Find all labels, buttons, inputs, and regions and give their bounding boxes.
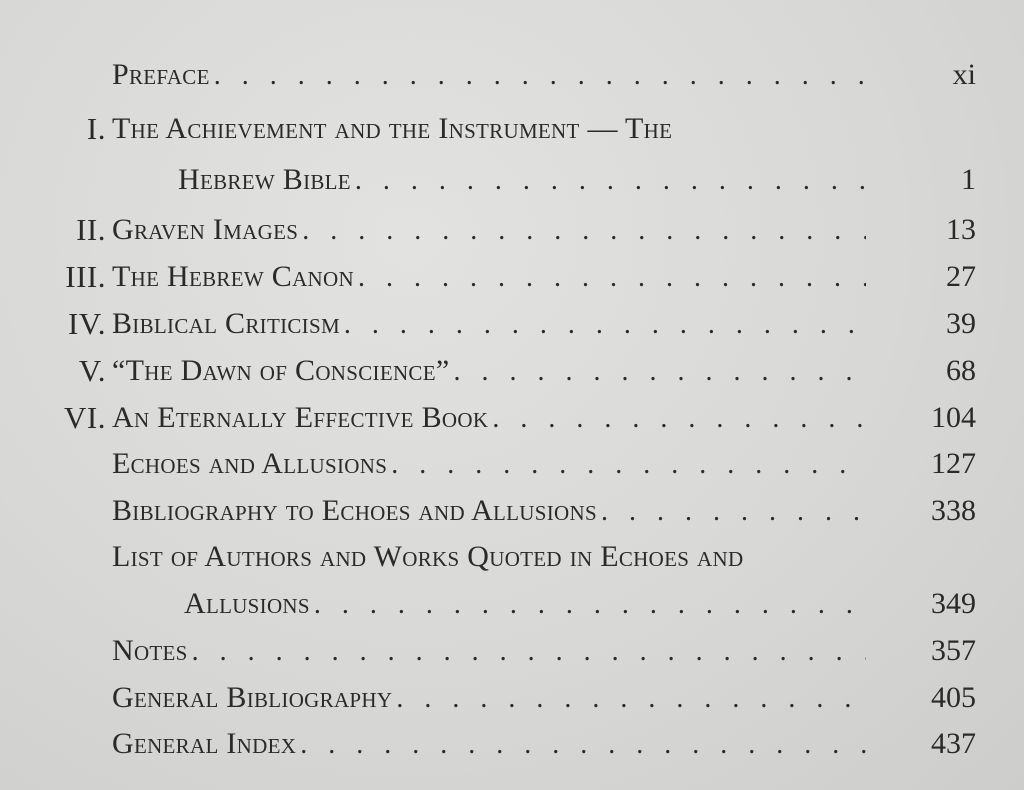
chapter-number: VI. bbox=[64, 400, 106, 435]
leader-dots bbox=[492, 396, 866, 442]
chapter-number: III. bbox=[65, 259, 106, 294]
toc-page-number: 27 bbox=[946, 260, 976, 293]
toc-page-number: 349 bbox=[931, 587, 976, 620]
chapter-number: IV. bbox=[68, 306, 106, 341]
leader-dots bbox=[192, 629, 866, 675]
chapter-number: II. bbox=[76, 212, 106, 247]
leader-dots bbox=[396, 676, 866, 722]
toc-title: Echoes and Allusions bbox=[112, 447, 388, 480]
toc-title: Biblical Criticism bbox=[112, 307, 340, 340]
toc-title-continued: Allusions bbox=[184, 587, 310, 620]
leader-dots bbox=[214, 53, 866, 99]
chapter-number: I. bbox=[86, 111, 106, 146]
toc-title-continued: Hebrew Bible bbox=[178, 163, 351, 196]
toc-page-number: 39 bbox=[946, 307, 976, 340]
leader-dots bbox=[358, 255, 866, 301]
toc-page-number: 104 bbox=[931, 401, 976, 434]
toc-page-number: xi bbox=[952, 58, 976, 91]
toc-page-number: 338 bbox=[931, 494, 976, 527]
toc-title: General Index bbox=[112, 727, 297, 760]
toc-page-number: 357 bbox=[931, 634, 976, 667]
toc-title: List of Authors and Works Quoted in Echoes and bbox=[112, 540, 744, 573]
toc-page-number: 13 bbox=[946, 213, 976, 246]
toc-title: Graven Images bbox=[112, 213, 299, 246]
leader-dots bbox=[601, 489, 866, 535]
leader-dots bbox=[344, 302, 866, 348]
toc-title: Notes bbox=[112, 634, 188, 667]
chapter-number: V. bbox=[78, 353, 106, 388]
leader-dots bbox=[453, 349, 866, 395]
leader-dots bbox=[302, 208, 866, 254]
toc-page-number: 405 bbox=[931, 681, 976, 714]
toc-page-number: 437 bbox=[931, 727, 976, 760]
leader-dots bbox=[391, 442, 866, 488]
leader-dots bbox=[314, 582, 866, 628]
toc-title: Bibliography to Echoes and Allusions bbox=[112, 494, 597, 527]
toc-page-number: 1 bbox=[961, 163, 976, 196]
toc-title: General Bibliography bbox=[112, 681, 393, 714]
leader-dots bbox=[300, 722, 866, 768]
toc-page-number: 68 bbox=[946, 354, 976, 387]
toc-title: The Hebrew Canon bbox=[112, 260, 354, 293]
leader-dots bbox=[355, 158, 866, 204]
toc-title: The Achievement and the Instrument — The bbox=[112, 112, 673, 145]
toc-title: “The Dawn of Conscience” bbox=[112, 354, 450, 387]
toc-title: An Eternally Effective Book bbox=[112, 401, 489, 434]
toc-title: Preface bbox=[112, 58, 210, 91]
toc-page-number: 127 bbox=[931, 447, 976, 480]
